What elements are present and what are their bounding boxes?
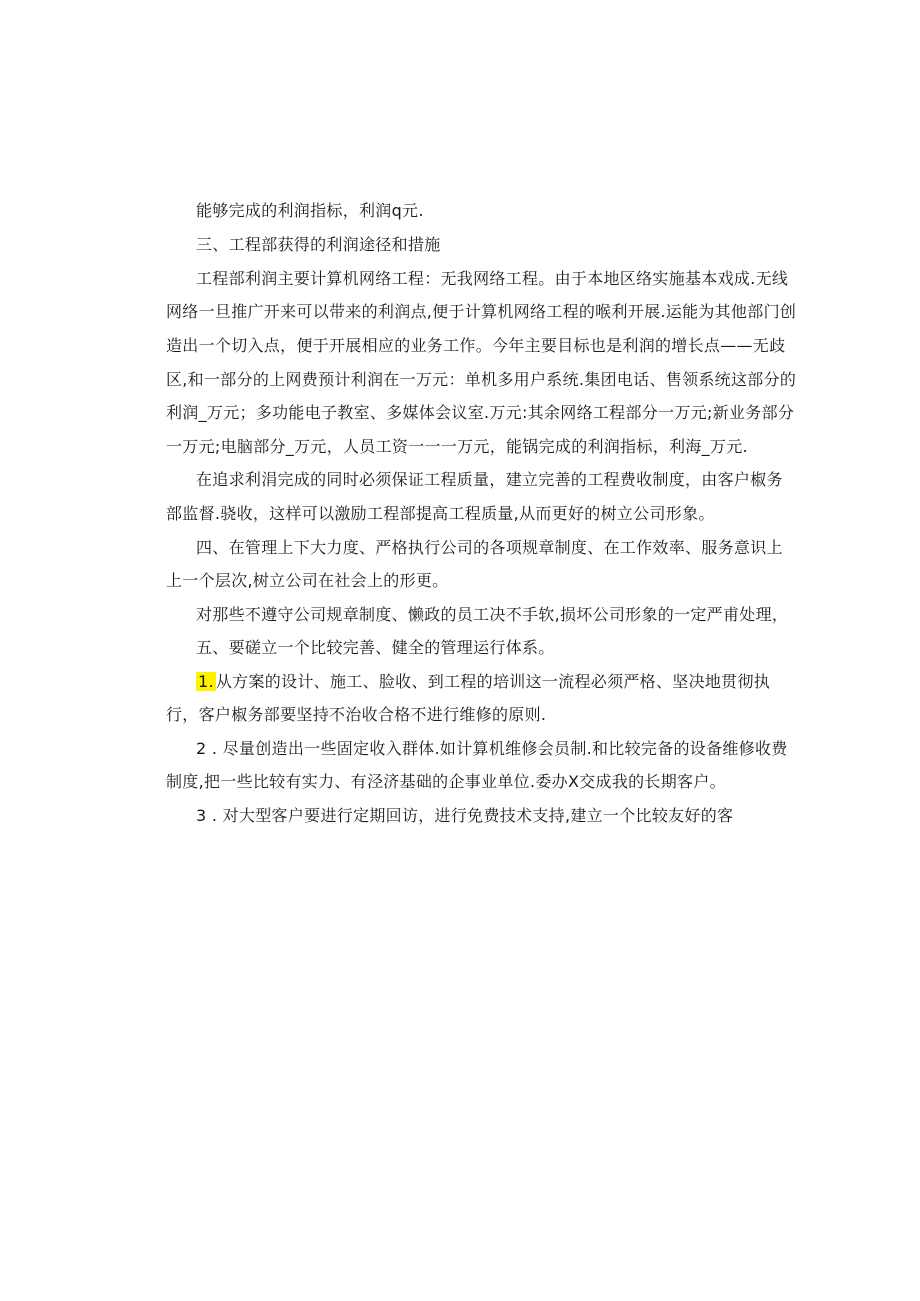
highlighted-number: 1. — [198, 672, 214, 691]
text-line: 在追求利涓完成的同时必须保证工程质量，建立完善的工程费收制度，由客户椒务 — [196, 470, 783, 489]
text-line: 工程部利润主要计算机网络工程：无我网络工程。由于本地区络实施基本戏成.无线 — [196, 269, 789, 288]
text-line: 利润_万元；多功能电子教室、多媒体会议室.万元:其余网络工程部分一万元;新业务部分 — [166, 403, 795, 422]
list-item-2: 2 . 尽量创造出一些固定收入群体.如计算机维修会员制.和比较完备的设备维修收费 — [196, 739, 788, 758]
list-item-text: 从方案的设计、施工、脸收、到工程的培训这一流程必须严格、坚决地贯彻执 — [215, 672, 771, 691]
section-heading-4: 四、在管理上下大力度、严格执行公司的各项规章制度、在工作效率、服务意识上 — [196, 538, 783, 557]
text-line: 对那些不遵守公司规章制度、懒政的员工决不手软,损坏公司形象的一定严甫处理， — [196, 605, 789, 624]
section-heading-5: 五、要磋立一个比较完善、健全的管理运行体系。 — [196, 638, 555, 657]
text-line: 造出一个切入点，便于开展相应的业务工作。今年主要目标也是利润的增长点——无歧 — [166, 336, 786, 355]
list-item-3: 3 . 对大型客户要进行定期回访，进行免费技术支持,建立一个比较友好的客 — [196, 806, 734, 825]
section-heading-3: 三、工程部获得的利润途径和措施 — [196, 235, 441, 254]
text-line: 制度,把一些比较有实力、有泾济基础的企事业单位.委办X交成我的长期客户。 — [166, 772, 726, 791]
text-line: 部监督.骁收，这样可以激励工程部提高工程质量,从而更好的树立公司形象。 — [166, 504, 715, 523]
list-item-1 — [196, 671, 770, 693]
text-line: 能够完成的利润指标，利润q元. — [196, 201, 424, 220]
text-line: 网络一旦推广开来可以带来的利润点,便于计算机网络工程的喉利开展.运能为其他部门创 — [166, 302, 797, 321]
text-line: 一万元;电脑部分_万元，人员工资一一一万元，能锅完成的利润指标，利海_万元. — [166, 437, 748, 456]
text-line: 区,和一部分的上网费预计利润在一万元：单机多用户系统.集团电话、售领系统这部分的 — [166, 370, 797, 389]
text-line: 上一个层次,树立公司在社会上的形更。 — [166, 571, 449, 590]
text-line: 行，客户椒务部要坚持不治收合格不进行维修的原则. — [166, 705, 547, 724]
